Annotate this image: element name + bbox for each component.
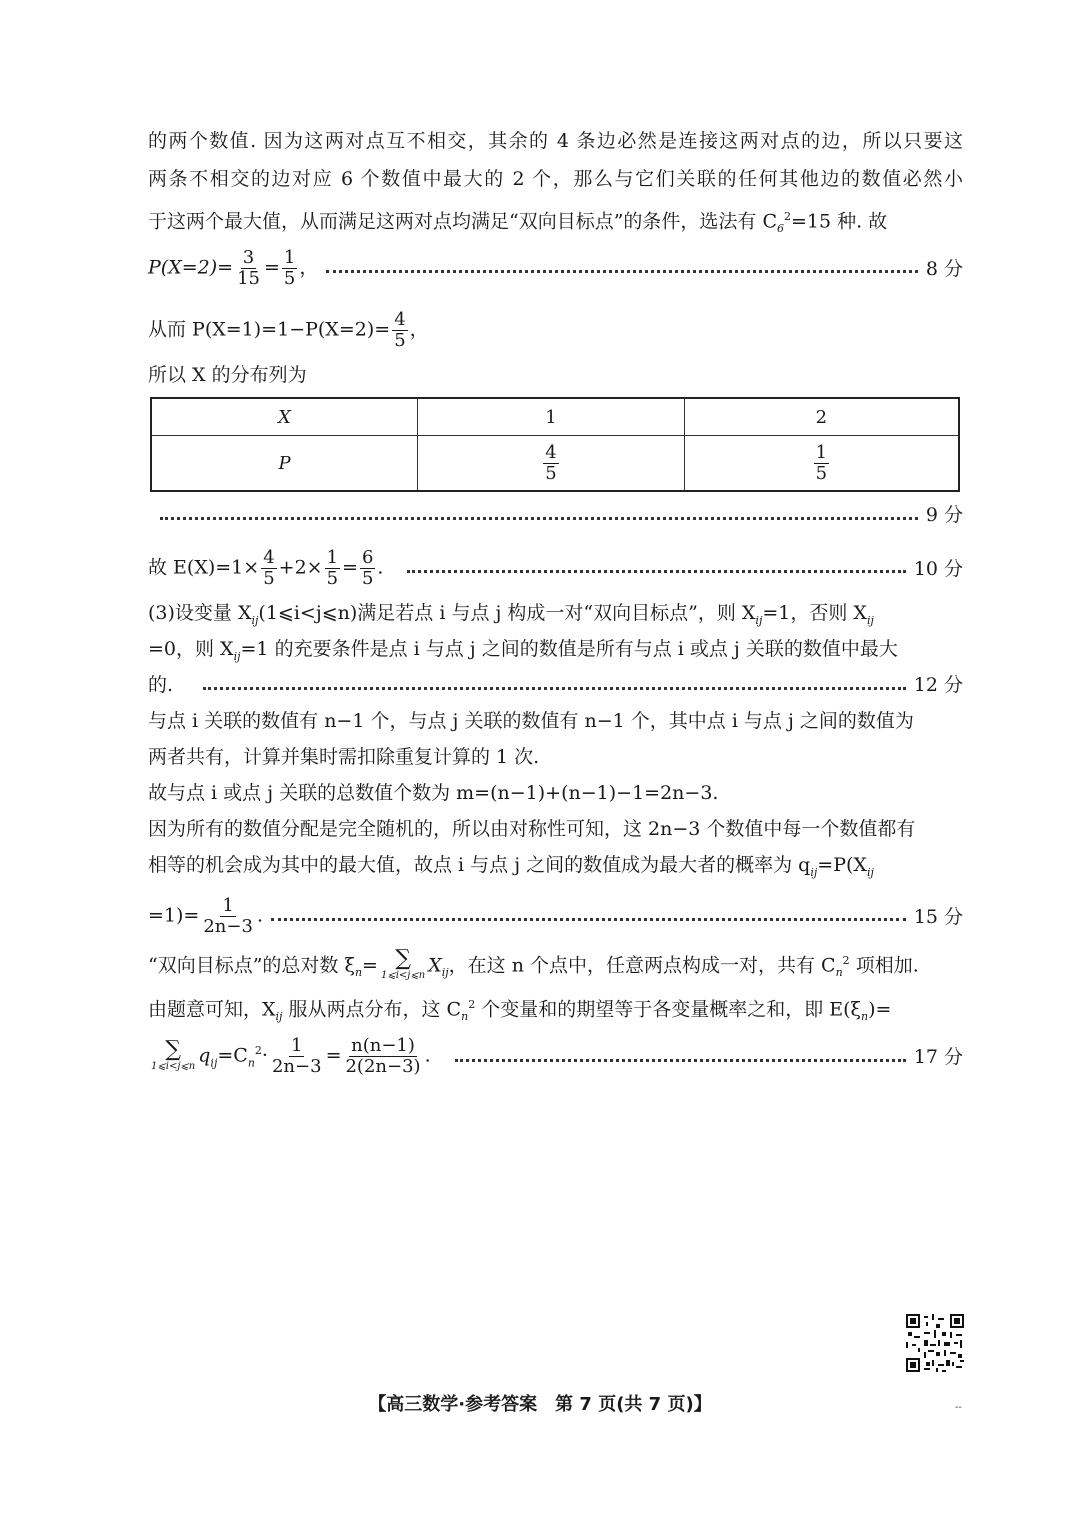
fraction bbox=[282, 248, 297, 289]
cell-text: 2 bbox=[815, 406, 828, 428]
score-line bbox=[148, 670, 963, 700]
formula-line bbox=[148, 896, 963, 937]
fraction bbox=[814, 443, 829, 484]
dotted-leader bbox=[203, 687, 906, 690]
text-line bbox=[148, 202, 963, 244]
text: =1，否则 X bbox=[762, 602, 867, 624]
text: 与点 i 关联的数值有 n−1 个，与点 j 关联的数值有 n−1 个，其中点 i 与点 j 之间的数值为 bbox=[148, 710, 914, 732]
text-line bbox=[148, 990, 963, 1032]
subscript: ij bbox=[233, 649, 241, 663]
fraction bbox=[343, 1036, 422, 1077]
text: 的. bbox=[148, 674, 174, 696]
text: 项相加. bbox=[849, 954, 919, 977]
text: (1⩽i<j⩽n)满足若点 i 与点 j 构成一对“双向目标点”，则 X bbox=[258, 602, 756, 624]
score-points: 12 分 bbox=[913, 674, 963, 696]
denominator: 15 bbox=[237, 268, 260, 289]
subscript: ij bbox=[251, 613, 259, 627]
table-cell bbox=[151, 398, 418, 436]
score-points: 10 分 bbox=[913, 557, 963, 580]
text: · bbox=[261, 1044, 268, 1067]
dotted-leader bbox=[455, 1059, 906, 1062]
text: 的两个数值. 因为这两对点互不相交，其余的 4 条边必然是连接这两对点的边，所以只要这 bbox=[148, 130, 963, 152]
text-line bbox=[148, 778, 963, 808]
score-points: 15 分 bbox=[913, 905, 963, 928]
subscript: ij bbox=[866, 613, 874, 627]
summation bbox=[151, 1036, 196, 1074]
numerator: 4 bbox=[263, 547, 275, 568]
text: =15 种. 故 bbox=[791, 210, 888, 233]
fraction bbox=[261, 548, 276, 589]
denominator: 5 bbox=[361, 568, 374, 589]
text-line bbox=[148, 814, 963, 844]
text: 由题意可知，X bbox=[148, 998, 276, 1021]
summation bbox=[380, 946, 426, 983]
text: =C bbox=[217, 1044, 248, 1067]
fraction bbox=[235, 248, 262, 289]
numerator: 1 bbox=[291, 1035, 303, 1056]
subscript: n bbox=[354, 966, 363, 980]
subscript: n bbox=[861, 1010, 869, 1024]
formula-line bbox=[148, 310, 963, 351]
denominator: 5 bbox=[394, 330, 406, 351]
text: = bbox=[263, 256, 280, 279]
text: X bbox=[428, 954, 442, 977]
numerator: n(n−1) bbox=[351, 1035, 415, 1056]
text: )= bbox=[868, 998, 892, 1021]
qr-code-icon bbox=[906, 1314, 964, 1372]
cell-text: X bbox=[278, 406, 291, 428]
text-line bbox=[148, 850, 963, 888]
text: . bbox=[424, 1044, 431, 1067]
sum-limits: 1⩽i<j⩽n bbox=[151, 1060, 196, 1072]
text: =P(X bbox=[817, 854, 867, 876]
distribution-table bbox=[150, 397, 960, 492]
subscript: n bbox=[461, 1010, 469, 1024]
text: 相等的机会成为其中的最大值，故点 i 与点 j 之间的数值成为最大者的概率为 q bbox=[148, 854, 811, 876]
text-line bbox=[148, 706, 963, 736]
numerator: 1 bbox=[326, 547, 339, 568]
page-footer: 【高三数学·参考答案 第 7 页(共 7 页)】 bbox=[368, 1394, 712, 1415]
score-points: 8 分 bbox=[925, 257, 963, 280]
fraction bbox=[201, 896, 255, 937]
subscript: ij bbox=[441, 966, 449, 980]
denominator: 5 bbox=[283, 268, 296, 289]
text: = bbox=[362, 954, 378, 977]
formula-line bbox=[148, 248, 963, 289]
text: =1 的充要条件是点 i 与点 j 之间的数值是所有与点 i 或点 j 关联的数值中最大 bbox=[240, 638, 898, 660]
fraction bbox=[360, 548, 375, 589]
numerator: 1 bbox=[815, 441, 828, 463]
formula-line bbox=[148, 946, 963, 988]
sigma-symbol: ∑ bbox=[395, 946, 411, 972]
text: =1)= bbox=[148, 904, 200, 927]
subscript: n bbox=[247, 1056, 255, 1070]
dotted-leader bbox=[160, 517, 918, 520]
superscript: 2 bbox=[468, 998, 476, 1011]
fraction bbox=[392, 310, 407, 351]
corner-mark: -- bbox=[955, 1402, 962, 1413]
text: ， bbox=[409, 318, 429, 341]
denominator: 5 bbox=[815, 462, 828, 484]
superscript: 2 bbox=[842, 954, 850, 967]
table-cell bbox=[418, 436, 685, 492]
text-line bbox=[148, 360, 963, 390]
text: 于这两个最大值，从而满足这两对点均满足“双向目标点”的条件，选法有 C bbox=[148, 210, 778, 233]
denominator: 5 bbox=[263, 568, 275, 589]
text: 两者共有，计算并集时需扣除重复计算的 1 次. bbox=[148, 746, 540, 768]
denominator: 2n−3 bbox=[271, 1056, 322, 1077]
formula bbox=[148, 896, 263, 937]
text: . bbox=[256, 904, 263, 927]
sum-limits: 1⩽i<j⩽n bbox=[380, 970, 426, 982]
fraction bbox=[543, 443, 558, 484]
table-row bbox=[151, 398, 959, 436]
sigma-symbol: ∑ bbox=[165, 1036, 181, 1062]
subscript: 6 bbox=[777, 222, 785, 236]
denominator: 2(2n−3) bbox=[345, 1056, 421, 1077]
text: “双向目标点”的总对数 ξ bbox=[148, 954, 355, 977]
formula bbox=[148, 248, 318, 289]
table-cell bbox=[418, 398, 685, 436]
table-cell bbox=[684, 436, 959, 492]
text: =0，则 X bbox=[148, 638, 234, 660]
numerator: 4 bbox=[545, 441, 557, 463]
dotted-leader bbox=[271, 918, 906, 921]
numerator: 1 bbox=[283, 247, 296, 268]
fraction bbox=[325, 548, 340, 589]
dotted-leader bbox=[326, 270, 917, 273]
text: q bbox=[198, 1044, 211, 1067]
text: 个变量和的期望等于各变量概率之和，即 E(ξ bbox=[475, 998, 862, 1021]
subscript: n bbox=[835, 966, 843, 980]
text: . bbox=[377, 556, 384, 579]
text: ，在这 n 个点中，任意两点构成一对，共有 C bbox=[448, 954, 836, 977]
text: = bbox=[325, 1044, 342, 1067]
text: 两条不相交的边对应 6 个数值中最大的 2 个，那么与它们关联的任何其他边的数值必然小 bbox=[148, 168, 963, 190]
numerator: 6 bbox=[361, 547, 374, 568]
text: ， bbox=[299, 256, 319, 279]
text: 故与点 i 或点 j 关联的总数值个数为 m=(n−1)+(n−1)−1=2n−3. bbox=[148, 782, 719, 804]
cell-text: P bbox=[278, 452, 291, 474]
text: 因为所有的数值分配是完全随机的，所以由对称性可知，这 2n−3 个数值中每一个数值都有 bbox=[148, 818, 916, 840]
text-line bbox=[148, 164, 963, 194]
text: 服从两点分布，这 C bbox=[282, 998, 462, 1021]
superscript: 2 bbox=[254, 1044, 262, 1058]
table-cell bbox=[684, 398, 959, 436]
subscript: ij bbox=[810, 865, 818, 879]
score-points: 9 分 bbox=[925, 504, 963, 526]
numerator: 1 bbox=[222, 895, 234, 916]
denominator: 2n−3 bbox=[203, 916, 253, 937]
superscript: 2 bbox=[784, 210, 792, 223]
table-row bbox=[151, 436, 959, 492]
formula bbox=[148, 548, 383, 589]
fraction bbox=[270, 1036, 324, 1077]
score-line bbox=[160, 500, 963, 530]
denominator: 5 bbox=[326, 568, 339, 589]
text: 故 E(X)=1× bbox=[148, 556, 260, 579]
text: +2× bbox=[278, 556, 323, 579]
text: (3)设变量 X bbox=[148, 602, 252, 624]
text: 所以 X 的分布列为 bbox=[148, 364, 307, 386]
cell-text: 1 bbox=[545, 406, 557, 428]
subscript: ij bbox=[275, 1010, 283, 1024]
text: 从而 P(X=1)=1−P(X=2)= bbox=[148, 318, 391, 341]
subscript: ij bbox=[755, 613, 763, 627]
table-cell bbox=[151, 436, 418, 492]
formula-line bbox=[148, 548, 963, 589]
subscript: ij bbox=[210, 1056, 218, 1070]
text-line bbox=[148, 634, 963, 672]
numerator: 4 bbox=[394, 309, 406, 330]
formula-line bbox=[148, 1036, 963, 1078]
text: P(X=2)= bbox=[148, 256, 234, 279]
formula bbox=[148, 1036, 431, 1078]
numerator: 3 bbox=[242, 247, 255, 268]
denominator: 5 bbox=[545, 462, 557, 484]
text: = bbox=[342, 556, 358, 579]
text-line bbox=[148, 598, 963, 636]
text-line bbox=[148, 742, 963, 772]
score-points: 17 分 bbox=[913, 1046, 963, 1069]
subscript: ij bbox=[866, 865, 874, 879]
dotted-leader bbox=[407, 570, 905, 573]
text-line bbox=[148, 126, 963, 156]
